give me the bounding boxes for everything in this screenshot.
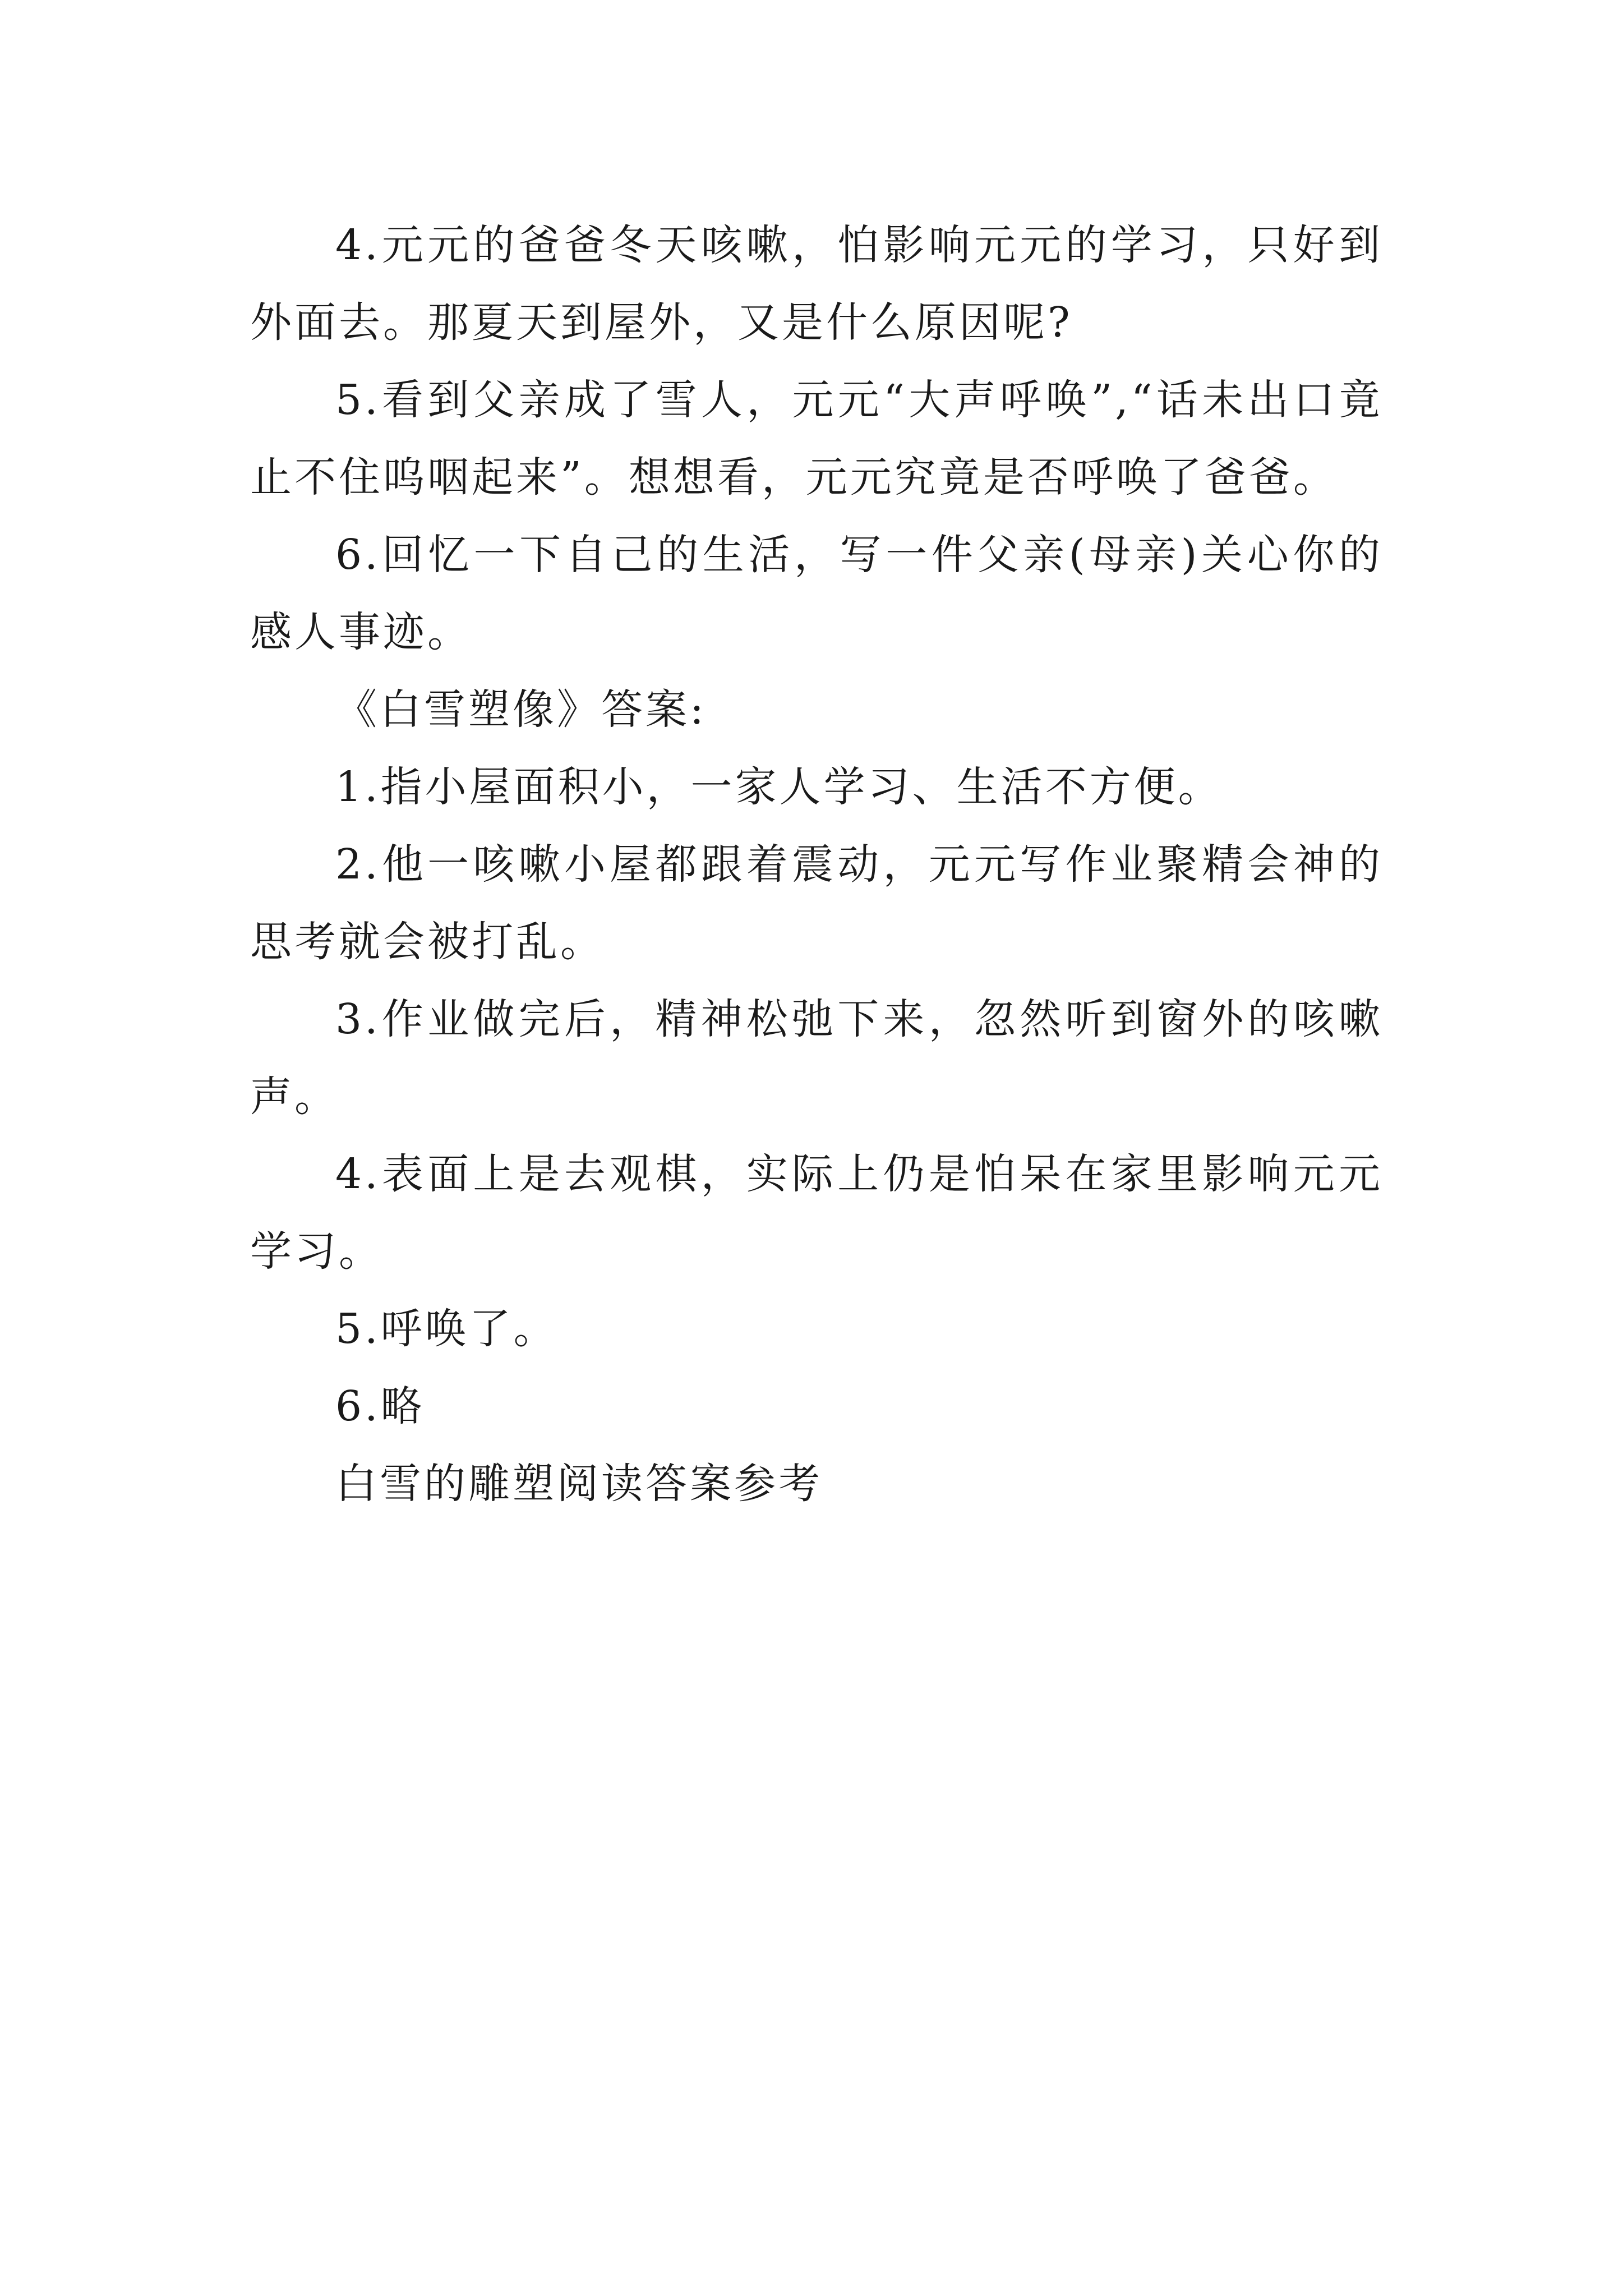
question-5: 5.看到父亲成了雪人，元元“大声呼唤”,“话未出口竟止不住呜咽起来”。想想看，元元究竟是否呼唤了爸爸。 <box>250 376 1383 501</box>
answer-5: 5.呼唤了。 <box>335 1305 558 1353</box>
document-body <box>250 206 1383 1522</box>
answer-2: 2.他一咳嗽小屋都跟着震动，元元写作业聚精会神的思考就会被打乱。 <box>250 840 1383 966</box>
question-4: 4.元元的爸爸冬天咳嗽，怕影响元元的学习，只好到外面去。那夏天到屋外，又是什么原因呢? <box>250 221 1383 347</box>
answer-1: 1.指小屋面积小，一家人学习、生活不方便。 <box>335 763 1223 811</box>
closing-line: 白雪的雕塑阅读答案参考 <box>335 1460 823 1508</box>
question-6: 6.回忆一下自己的生活，写一件父亲(母亲)关心你的感人事迹。 <box>250 531 1383 656</box>
answer-3: 3.作业做完后，精神松弛下来，忽然听到窗外的咳嗽声。 <box>250 995 1383 1121</box>
answer-6: 6.略 <box>335 1382 425 1430</box>
answer-heading: 《白雪塑像》答案: <box>335 685 707 734</box>
answer-4: 4.表面上是去观棋，实际上仍是怕呆在家里影响元元学习。 <box>250 1150 1383 1276</box>
